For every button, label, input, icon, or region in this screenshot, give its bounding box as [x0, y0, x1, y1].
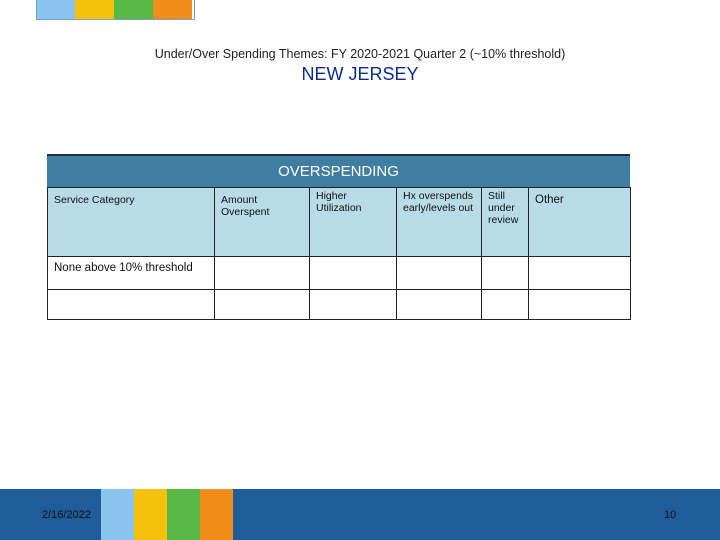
footer-orange-block [200, 489, 233, 540]
table-header-row [48, 188, 631, 257]
header-hx-overspends: Hx overspends early/levels out [397, 188, 482, 257]
slide-title: NEW JERSEY [301, 64, 419, 84]
header-still-under-review: Still under review [482, 188, 529, 257]
header-amount-overspent: Amount Overspent [215, 188, 310, 257]
table-row [48, 290, 631, 320]
table-cell [397, 257, 482, 290]
table-row [48, 257, 631, 290]
header-higher-utilization: Higher Utilization [310, 188, 397, 257]
overspending-table-container [47, 154, 630, 320]
table-cell [310, 257, 397, 290]
slide-subtitle: Under/Over Spending Themes: FY 2020-2021 Quarter 2 (~10% threshold) [154, 47, 566, 61]
header-service-category: Service Category [48, 188, 215, 257]
table-cell [529, 290, 631, 320]
footer-light-blue-block [101, 489, 134, 540]
table-cell [215, 290, 310, 320]
table-cell [529, 257, 631, 290]
table-cell [397, 290, 482, 320]
footer-green-block [167, 489, 200, 540]
table-cell [48, 290, 215, 320]
footer-bar [0, 489, 720, 540]
overspending-banner [47, 154, 630, 187]
table-cell [482, 257, 529, 290]
table-cell [215, 257, 310, 290]
table-cell [482, 290, 529, 320]
table-cell [310, 290, 397, 320]
footer-date: 2/16/2022 [42, 509, 91, 521]
header-other: Other [529, 188, 631, 257]
page-number: 10 [664, 509, 677, 521]
overspending-table [47, 187, 631, 320]
top-bar-frame [36, 0, 195, 20]
overspending-banner-label: OVERSPENDING [278, 163, 399, 180]
table-cell: None above 10% threshold [48, 257, 215, 290]
footer-yellow-block [134, 489, 167, 540]
